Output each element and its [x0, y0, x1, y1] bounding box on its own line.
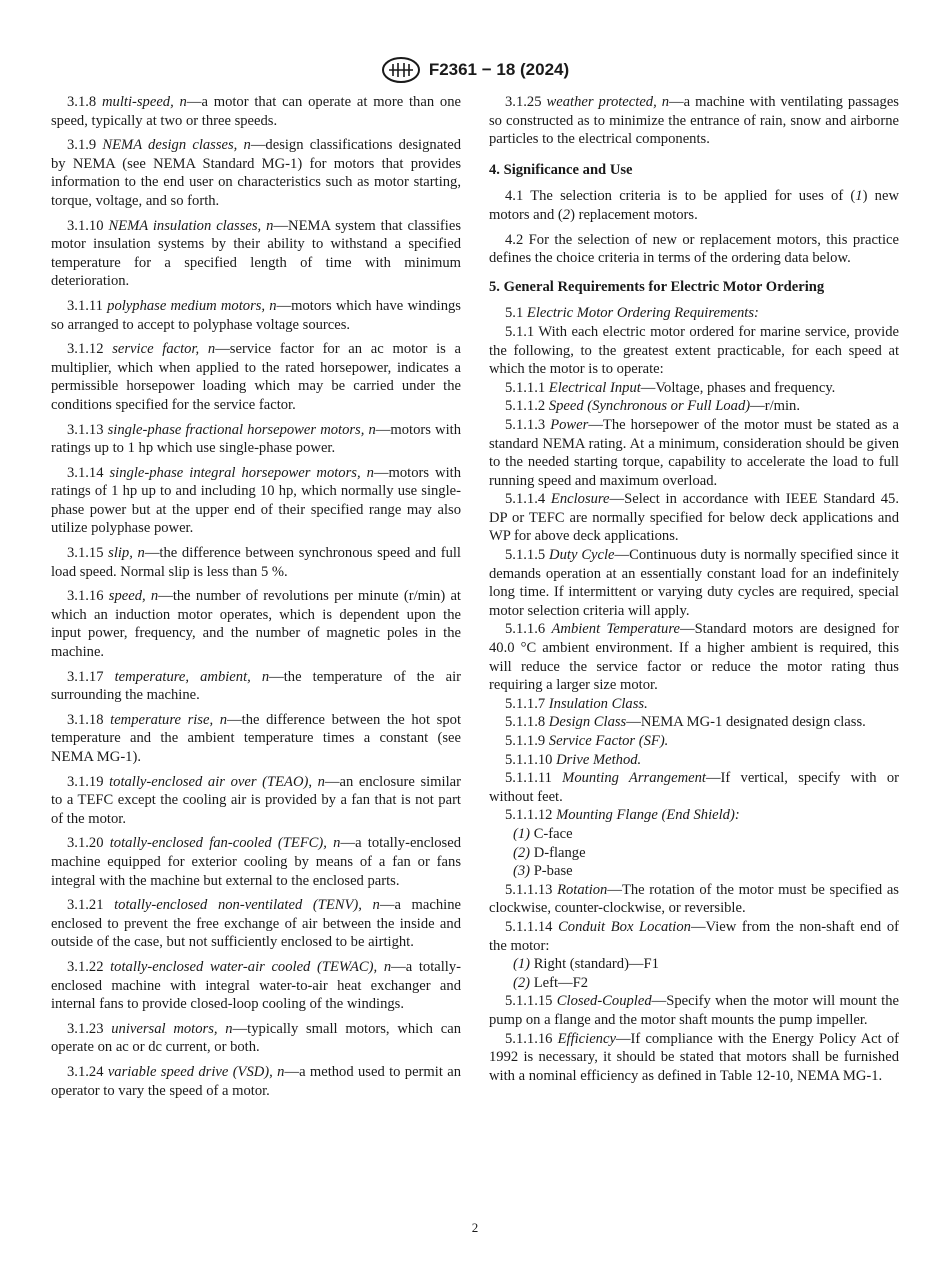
definition-3-1-12: 3.1.12 service factor, n—service factor for an ac motor is a multiplier, which when applied to the rated horsepower, indicates a permissible horsepower loading which may be carried under the conditions specified for the service factor. [51, 341, 461, 413]
requirement-5-1-1-9: 5.1.1.9 Service Factor (SF). [505, 733, 669, 749]
page-number: 2 [471, 1220, 479, 1235]
definition-3-1-13: 3.1.13 single-phase fractional horsepower motors, n—motors with ratings up to 1 hp which use single-phase power. [51, 421, 461, 457]
requirement-5-1-1-12: 5.1.1.12 Mounting Flange (End Shield): [505, 807, 740, 824]
requirement-5-1-1-7: 5.1.1.7 Insulation Class. [505, 695, 648, 712]
paragraph-4-1: 4.1 The selection criteria is to be applied for uses of (1) new motors and (2) replacement motors. [489, 188, 899, 223]
definition-3-1-11: 3.1.11 polyphase medium motors, n—motors which have windings so arranged to accept to polyphase voltage sources. [51, 297, 461, 333]
requirement-5-1-1-2: 5.1.1.2 Speed (Synchronous or Full Load)—r/min. [505, 398, 800, 415]
requirement-5-1-1-13: 5.1.1.13 Rotation—The rotation of the motor must be specified as clockwise, counter-clockwise, or reversible. [489, 881, 899, 917]
requirement-5-1-1-5: 5.1.1.5 Duty Cycle—Continuous duty is normally specified since it demands operation at an essentially constant load for an indefinitely long time. If intermittent or varying duty cycles are required, special motor selection criteria will apply. [489, 547, 899, 619]
paragraph-5-1: 5.1 Electric Motor Ordering Requirements: [505, 305, 759, 322]
conduit-options [489, 955, 899, 992]
requirement-5-1-1-8: 5.1.1.8 Design Class—NEMA MG-1 designated design class. [505, 714, 866, 731]
definition-3-1-24: 3.1.24 variable speed drive (VSD), n—a method used to permit an operator to vary the speed of a motor. [51, 1063, 461, 1099]
requirements-list-b [489, 881, 899, 955]
paragraph-5-1-1: 5.1.1 With each electric motor ordered for marine service, provide the following, to the greatest extent practicable, for each speed at which the motor is to operate: [489, 323, 899, 378]
right-column [489, 93, 899, 1085]
definition-3-1-14: 3.1.14 single-phase integral horsepower motors, n—motors with ratings of 1 hp up to and including 10 hp, which normally use single-phase power but at the upper end of their specified range may also utilize polyphase power. [51, 464, 461, 537]
flange-options [489, 825, 899, 881]
requirement-5-1-1-4: 5.1.1.4 Enclosure—Select in accordance with IEEE Standard 45. DP or TEFC are normally specified for below deck applications and WP for above deck applications. [489, 491, 899, 545]
option-item: (1) C-face [513, 825, 573, 842]
section-5-heading: 5. General Requirements for Electric Motor Ordering [489, 278, 825, 295]
option-item: (3) P-base [513, 863, 573, 880]
requirement-5-1-1-11: 5.1.1.11 Mounting Arrangement—If vertical, specify with or without feet. [489, 770, 899, 805]
requirements-list-a [489, 379, 899, 825]
option-item: (2) D-flange [513, 844, 586, 861]
requirement-5-1-1-15: 5.1.1.15 Closed-Coupled—Specify when the motor will mount the pump on a flange and the motor shaft mounts the pump impeller. [489, 993, 899, 1028]
requirement-5-1-1-3: 5.1.1.3 Power—The horsepower of the motor must be stated as a standard NEMA rating. At a minimum, consideration should be given to the needed starting torque, capability to accelerate the load to full running speed and maximum overload. [489, 416, 899, 489]
requirement-5-1-1-16: 5.1.1.16 Efficiency—If compliance with the Energy Policy Act of 1992 is necessary, it should be stated that motors shall be furnished with a nominal efficiency as defined in Table 12-10, NEMA MG-1. [489, 1030, 899, 1084]
definition-3-1-16: 3.1.16 speed, n—the number of revolutions per minute (r/min) at which an induction motor operates, which is dependent upon the input power, frequency, and the number of magnetic poles in the machine. [51, 588, 461, 661]
requirement-5-1-1-1: 5.1.1.1 Electrical Input—Voltage, phases and frequency. [505, 379, 836, 396]
page-header [0, 56, 950, 84]
definition-3-1-21: 3.1.21 totally-enclosed non-ventilated (TENV), n—a machine enclosed to prevent the free exchange of air between the inside and outside of the case, but not sufficiently enclosed to be airtight. [51, 897, 461, 951]
definition-3-1-15: 3.1.15 slip, n—the difference between synchronous speed and full load speed. Normal slip is less than 5 %. [51, 545, 461, 580]
definition-3-1-8: 3.1.8 multi-speed, n—a motor that can operate at more than one speed, typically at two or three speeds. [51, 94, 461, 129]
definition-3-1-10: 3.1.10 NEMA insulation classes, n—NEMA system that classifies motor insulation systems by their ability to withstand a specified temperature for a specified length of time with minimum deterioration. [51, 217, 461, 290]
option-item: (2) Left—F2 [513, 974, 589, 991]
standard-designation: F2361 − 18 (2024) [428, 60, 570, 79]
requirements-list-c [489, 992, 899, 1085]
definition-3-1-19: 3.1.19 totally-enclosed air over (TEAO), n—an enclosure similar to a TEFC except the cooling air is provided by a fan that is not part of the motor. [51, 773, 461, 827]
option-item: (1) Right (standard)—F1 [513, 956, 659, 973]
definition-3-1-23: 3.1.23 universal motors, n—typically small motors, which can operate on ac or dc current, or both. [51, 1020, 461, 1056]
left-column [51, 93, 461, 1106]
requirement-5-1-1-10: 5.1.1.10 Drive Method. [505, 751, 642, 768]
definition-3-1-20: 3.1.20 totally-enclosed fan-cooled (TEFC), n—a totally-enclosed machine equipped for exterior cooling by means of a fan or fans integral with the machine but external to the enclosed parts. [51, 835, 461, 889]
definition-3-1-17: 3.1.17 temperature, ambient, n—the temperature of the air surrounding the machine. [51, 668, 461, 704]
definition-3-1-25: 3.1.25 weather protected, n—a machine with ventilating passages so constructed as to minimize the entrance of rain, snow and airborne particles to the electrical components. [489, 94, 899, 148]
section-4-heading: 4. Significance and Use [489, 161, 633, 178]
paragraph-4-2: 4.2 For the selection of new or replacement motors, this practice defines the choice criteria in terms of the ordering data below. [489, 231, 899, 267]
definition-3-1-9: 3.1.9 NEMA design classes, n—design classifications designated by NEMA (see NEMA Standard MG-1) for motors that provides information to the end user on characteristics such as motor starting, torque, voltage, and so forth. [51, 137, 461, 209]
requirement-5-1-1-14: 5.1.1.14 Conduit Box Location—View from the non-shaft end of the motor: [489, 918, 899, 954]
requirement-5-1-1-6: 5.1.1.6 Ambient Temperature—Standard motors are designed for 40.0 °C ambient environment. If a higher ambient is required, this will reduce the service factor or reduce the motor rating thus requiring a larger size motor. [489, 621, 900, 694]
definition-3-1-22: 3.1.22 totally-enclosed water-air cooled (TEWAC), n—a totally-enclosed machine with integral water-to-air heat exchanger and internal fans to provide closed-loop cooling of the windings. [51, 958, 461, 1013]
definition-3-1-18: 3.1.18 temperature rise, n—the difference between the hot spot temperature and the ambient temperature times a constant (see NEMA MG-1). [51, 711, 462, 765]
astm-logo-icon [381, 56, 421, 84]
